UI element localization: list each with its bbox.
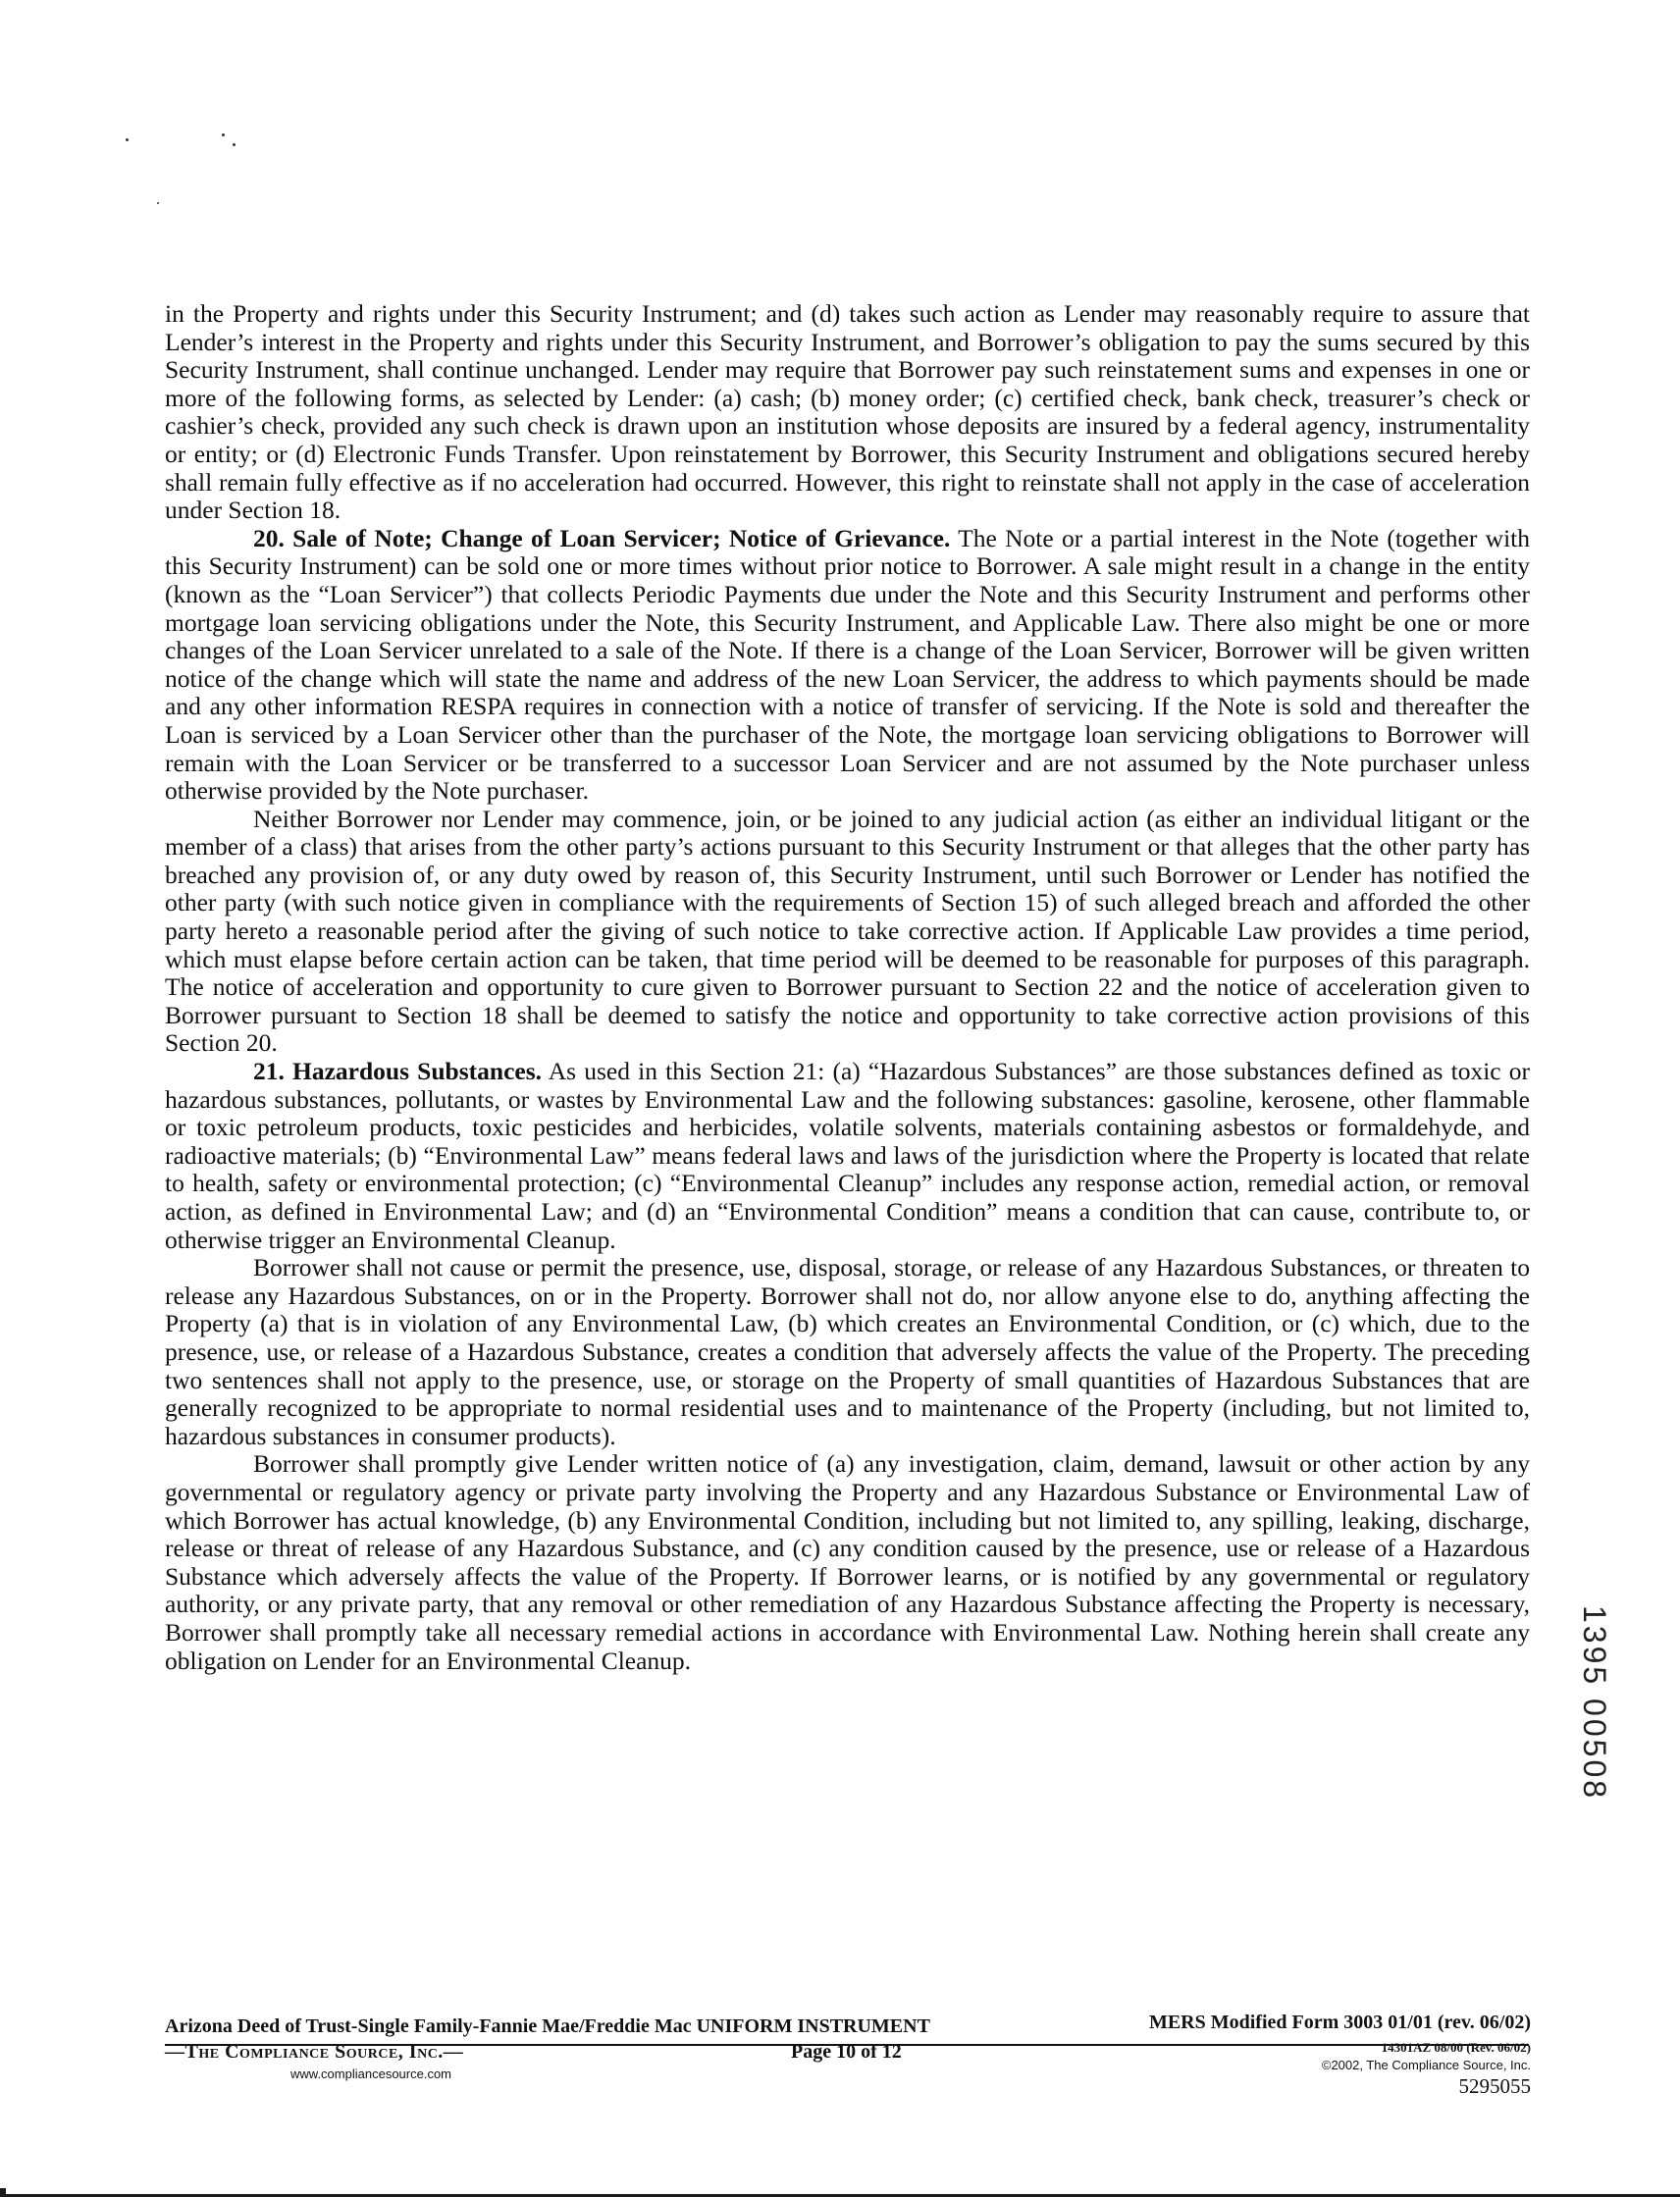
form-number: 14301AZ 08/00 (Rev. 06/02)	[1381, 2040, 1531, 2055]
loan-number: 5295055	[1458, 2074, 1531, 2098]
paragraph-grievance-notice: Neither Borrower nor Lender may commence, join, or be joined to any judicial action (as either an individual litigant or the member of a class) that arises from the other party’s actions pursuant to this Security Instrument or that alleges that the other party has breached any provision of, or any duty owed by reason of, this Security Instrument, until such Borrower or Lender has notified the other party (with such notice given in compliance with the requirements of Section 15) of such alleged breach and afforded the other party hereto a reasonable period after the giving of such notice to take corrective action. If Applicable Law provides a time period, which must elapse before certain action can be taken, that time period will be deemed to be reasonable for purposes of this paragraph. The notice of acceleration and opportunity to cure given to Borrower pursuant to Section 22 and the notice of acceleration given to Borrower pursuant to Section 18 shall be deemed to satisfy the notice and opportunity to take corrective action provisions of this Section 20.	[165, 804, 1530, 1058]
scan-edge-corner	[0, 2188, 6, 2197]
mers-form-label: MERS Modified Form 3003 01/01 (rev. 06/02)	[1148, 2012, 1531, 2033]
section-20-heading: 20. Sale of Note; Change of Loan Servicer; Notice of Grievance.	[253, 523, 951, 552]
section-21-heading: 21. Hazardous Substances.	[253, 1057, 543, 1086]
page-number: Page 10 of 12	[791, 2041, 902, 2063]
footer-form-ids	[1099, 2012, 1531, 2099]
recording-stamp	[1570, 1580, 1619, 1825]
copyright-notice: ©2002, The Compliance Source, Inc.	[1321, 2058, 1531, 2072]
recording-stamp-number: 1395 00508	[1577, 1604, 1613, 1801]
section-21-paragraph	[165, 1058, 1530, 1254]
company-name: —The Compliance Source, Inc.—	[165, 2041, 464, 2063]
section-20-text: The Note or a partial interest in the Note (together with this Security Instrument) can be sold one or more times without prior notice to Borrower. A sale might result in a change in the entity (known as the “Loan Servicer”) that collects Periodic Payments due under the Note and this Security Instrument and performs other mortgage loan servicing obligations under the Note, this Security Instrument, and Applicable Law. There also might be one or more changes of the Loan Servicer unrelated to a sale of the Note. If there is a change of the Loan Servicer, Borrower will be given written notice of the change which will state the name and address of the new Loan Servicer, the address to which payments should be made and any other information RESPA requires in connection with a notice of transfer of servicing. If the Note is sold and thereafter the Loan is serviced by a Loan Servicer other than the purchaser of the Note, the mortgage loan servicing obligations to Borrower will remain with the Loan Servicer or be transferred to a successor Loan Servicer and are not assumed by the Note purchaser unless otherwise provided by the Note purchaser.	[165, 523, 1530, 806]
scan-speck	[222, 133, 225, 136]
form-name: Arizona Deed of Trust-Single Family-Fannie Mae/Freddie Mac UNIFORM INSTRUMENT	[165, 2015, 930, 2037]
paragraph-reinstatement-continued: in the Property and rights under this Security Instrument; and (d) takes such action as Lender may reasonably require to assure that Lender’s interest in the Property and rights under this Security Instrument, and Borrower’s obligation to pay the sums secured by this Security Instrument, shall continue unchanged. Lender may require that Borrower pay such reinstatement sums and expenses in one or more of the following forms, as selected by Lender: (a) cash; (b) money order; (c) certified check, bank check, treasurer’s check or cashier’s check, provided any such check is drawn upon an institution whose deposits are insured by a federal agency, instrumentality or entity; or (d) Electronic Funds Transfer. Upon reinstatement by Borrower, this Security Instrument and obligations secured hereby shall remain fully effective as if no acceleration had occurred. However, this right to reinstate shall not apply in the case of acceleration under Section 18.	[165, 299, 1530, 525]
paragraph-hazardous-prohibition: Borrower shall not cause or permit the presence, use, disposal, storage, or release of any Hazardous Substances, or threaten to release any Hazardous Substances, on or in the Property. Borrower shall not do, nor allow anyone else to do, anything affecting the Property (a) that is in violation of any Environmental Law, (b) which creates an Environmental Condition, or (c) which, due to the presence, use, or release of a Hazardous Substance, creates a condition that adversely affects the value of the Property. The preceding two sentences shall not apply to the presence, use, or storage on the Property of small quantities of Hazardous Substances that are generally recognized to be appropriate to normal residential uses and to maintenance of the Property (including, but not limited to, hazardous substances in consumer products).	[165, 1253, 1530, 1450]
company-website: www.compliancesource.com	[290, 2066, 452, 2081]
section-21-text: As used in this Section 21: (a) “Hazardous Substances” are those substances defined as toxic or hazardous substances, pollutants, or wastes by Environmental Law and the following substances: gasoline, kerosene, other flammable or toxic petroleum products, toxic pesticides and herbicides, volatile solvents, materials containing asbestos or formaldehyde, and radioactive materials; (b) “Environmental Law” means federal laws and laws of the jurisdiction where the Property is located that relate to health, safety or environmental protection; (c) “Environmental Cleanup” includes any response action, remedial action, or removal action, as defined in Environmental Law; and (d) an “Environmental Condition” means a condition that can cause, contribute to, or otherwise trigger an Environmental Cleanup.	[165, 1057, 1530, 1254]
scan-speck	[157, 202, 159, 204]
scan-speck	[126, 138, 129, 141]
scan-speck	[233, 143, 236, 146]
section-20-paragraph	[165, 525, 1530, 806]
document-body	[165, 300, 1530, 1675]
paragraph-hazardous-notice: Borrower shall promptly give Lender written notice of (a) any investigation, claim, demand, lawsuit or other action by any governmental or regulatory agency or private party involving the Property and any Hazardous Substance or Environmental Law of which Borrower has actual knowledge, (b) any Environmental Condition, including but not limited to, any spilling, leaking, discharge, release or threat of release of any Hazardous Substance, and (c) any condition caused by the presence, use or release of a Hazardous Substance which adversely affects the value of the Property. If Borrower learns, or is notified by any governmental or regulatory authority, or any private party, that any removal or other remediation of any Hazardous Substance affecting the Property is necessary, Borrower shall promptly take all necessary remedial actions in accordance with Environmental Law. Nothing herein shall create any obligation on Lender for an Environmental Cleanup.	[165, 1449, 1530, 1675]
